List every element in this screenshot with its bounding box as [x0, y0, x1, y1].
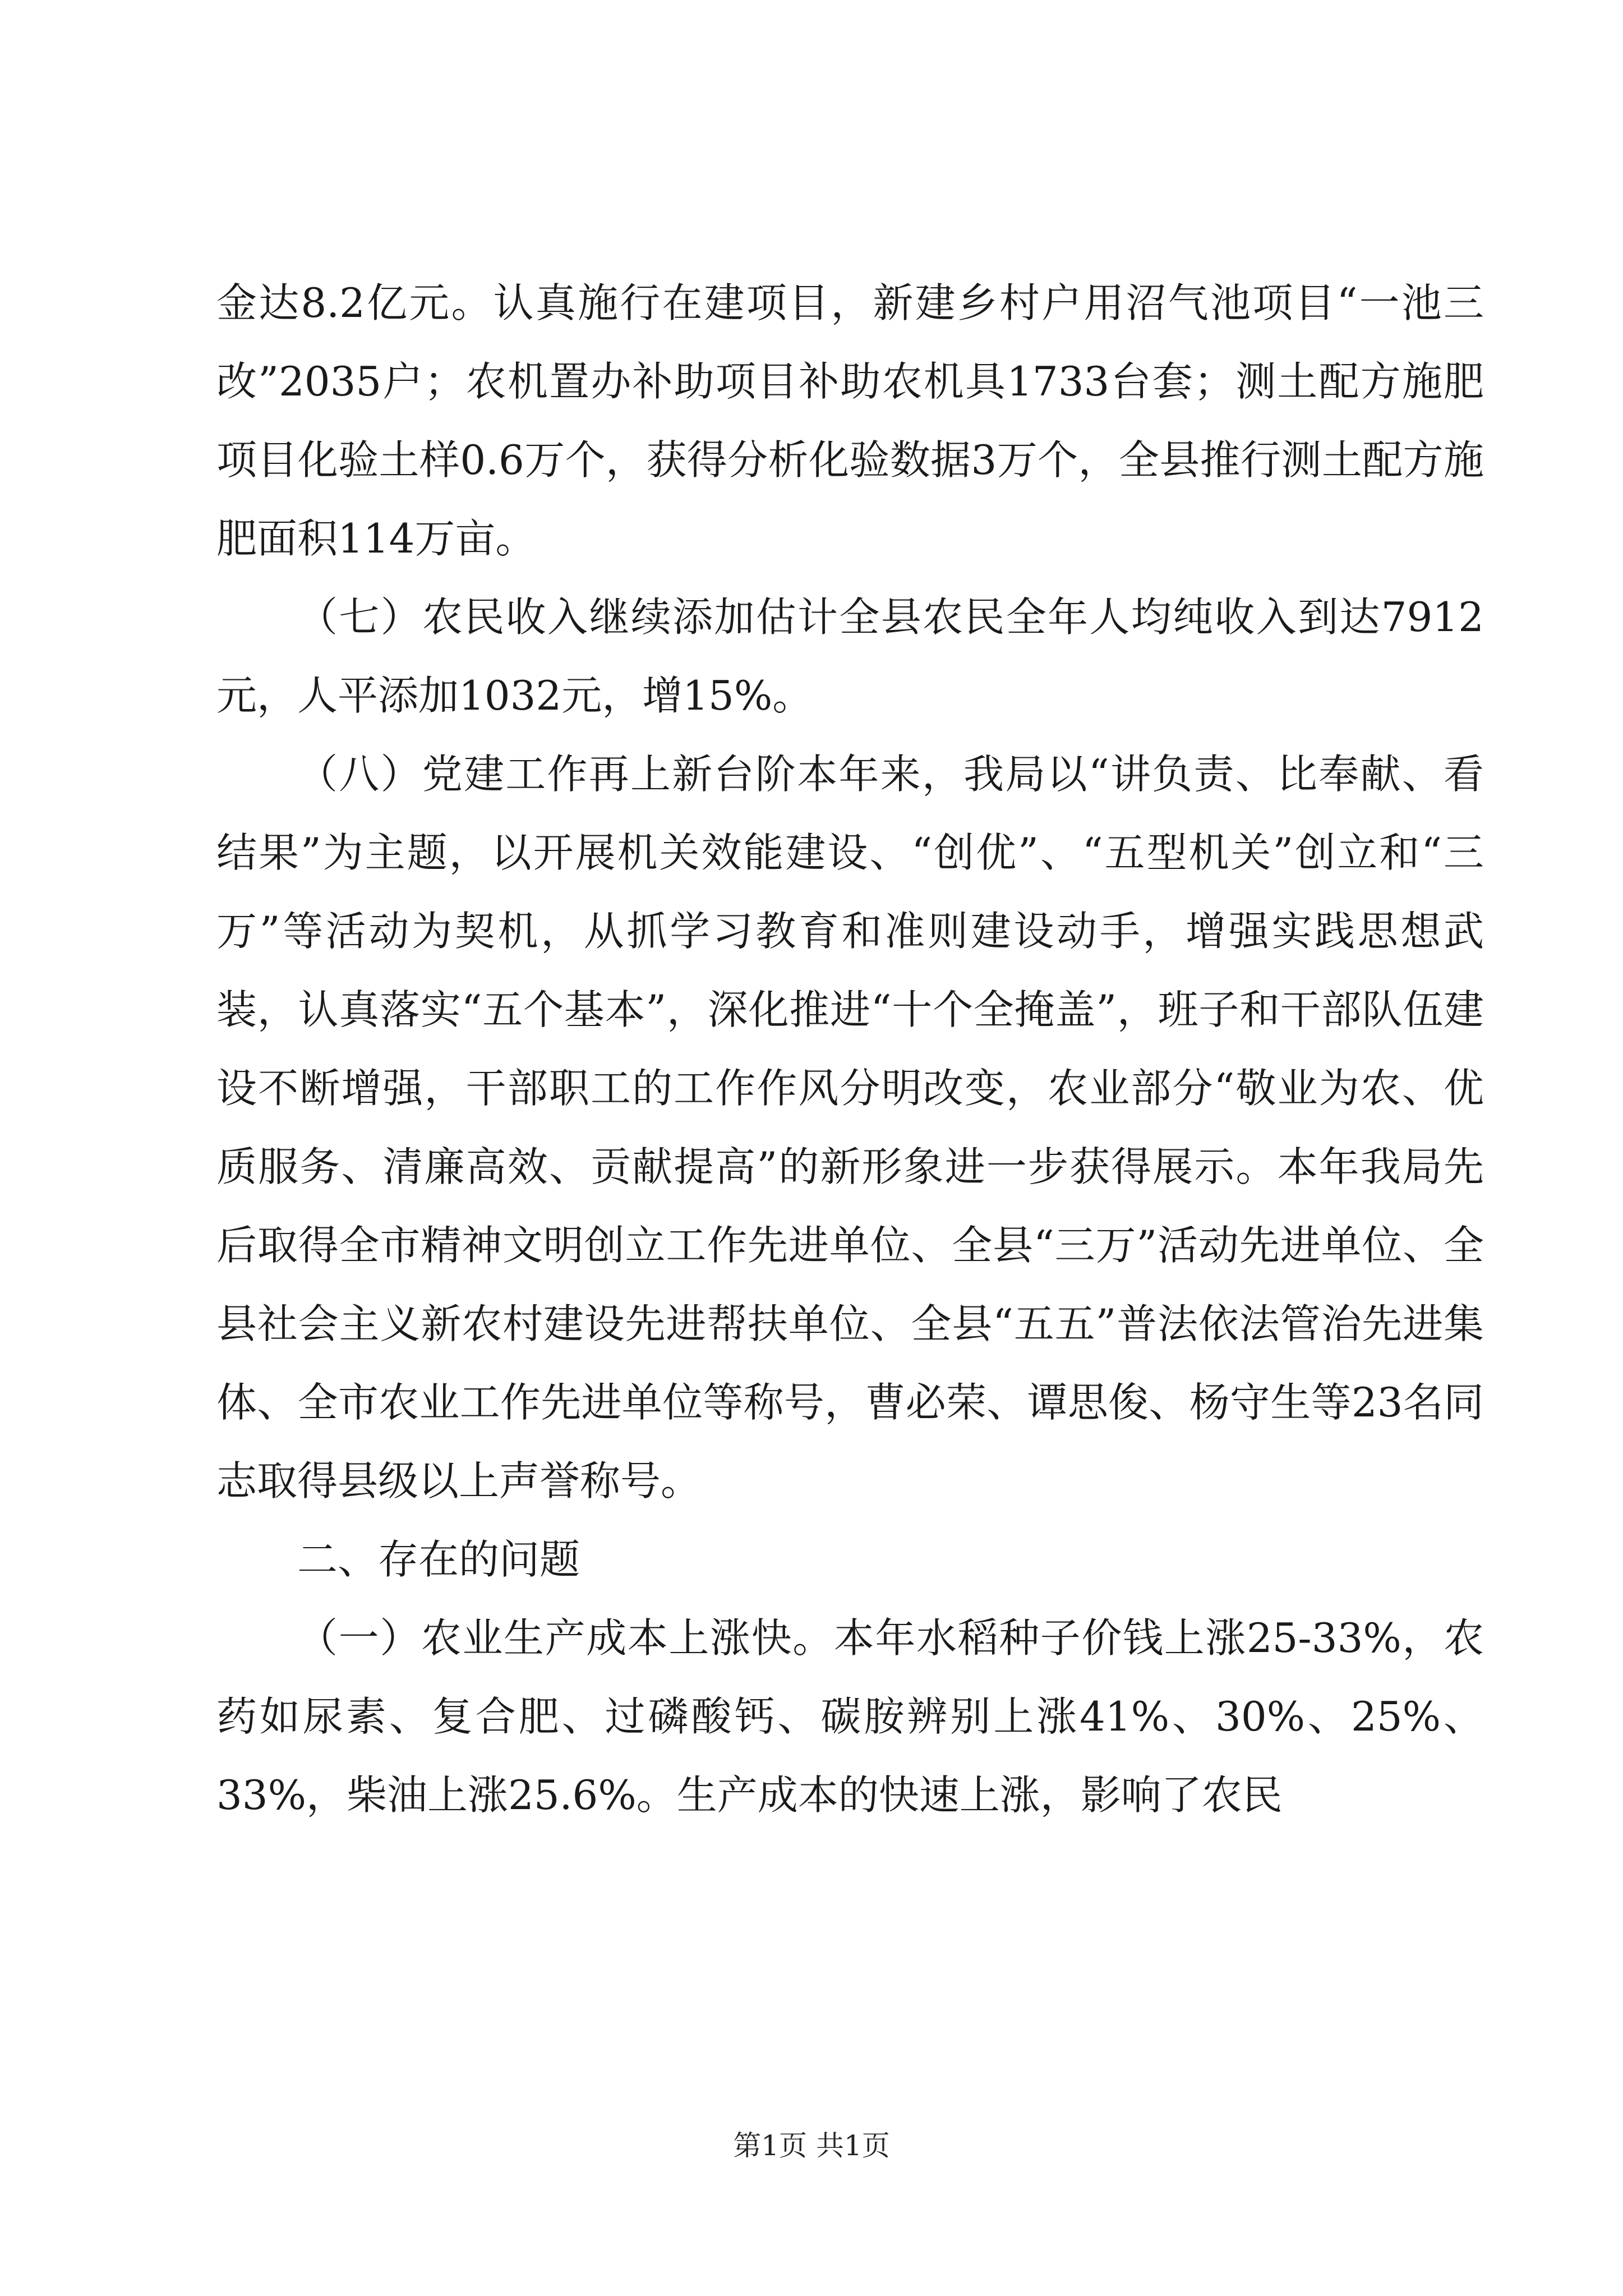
paragraph-production-costs: （一）农业生产成本上涨快。本年水稻种子价钱上涨25-33%，农药如尿素、复合肥、过磷酸钙、碳胺辨别上涨41%、30%、25%、33%，柴油上涨25.6%。生产成本的快速上涨，影响了农民 [216, 1614, 1484, 1819]
paragraph-project-funding: 金达8.2亿元。认真施行在建项目，新建乡村户用沼气池项目“一池三改”2035户；农机置办补助项目补助农机具1733台套；测土配方施肥项目化验土样0.6万个，获得分析化验数据3万个，全县推行测土配方施肥面积114万亩。 [216, 279, 1484, 562]
paragraph-party-building: （八）党建工作再上新台阶本年来，我局以“讲负责、比奉献、看结果”为主题，以开展机关效能建设、“创优”、“五型机关”创立和“三万”等活动为契机，从抓学习教育和准则建设动手，增强实践思想武装，认真落实“五个基本”，深化推进“十个全掩盖”，班子和干部队伍建设不断增强，干部职工的工作作风分明改变，农业部分“敬业为农、优质服务、清廉高效、贡献提高”的新形象进一步获得展示。本年我局先后取得全市精神文明创立工作先进单位、全县“三万”活动先进单位、全县社会主义新农村建设先进帮扶单位、全县“五五”普法依法管治先进集体、全市农业工作先进单位等称号，曹必荣、谭思俊、杨守生等23名同志取得县级以上声誉称号。 [216, 751, 1484, 1504]
document-body [216, 264, 1484, 1834]
section-heading-problems: 二、存在的问题 [297, 1536, 580, 1583]
page-footer: 第1页 共1页 [733, 2129, 890, 2162]
paragraph-farmer-income: （七）农民收入继续添加估计全县农民全年人均纯收入到达7912元，人平添加1032元，增15%。 [216, 593, 1484, 719]
